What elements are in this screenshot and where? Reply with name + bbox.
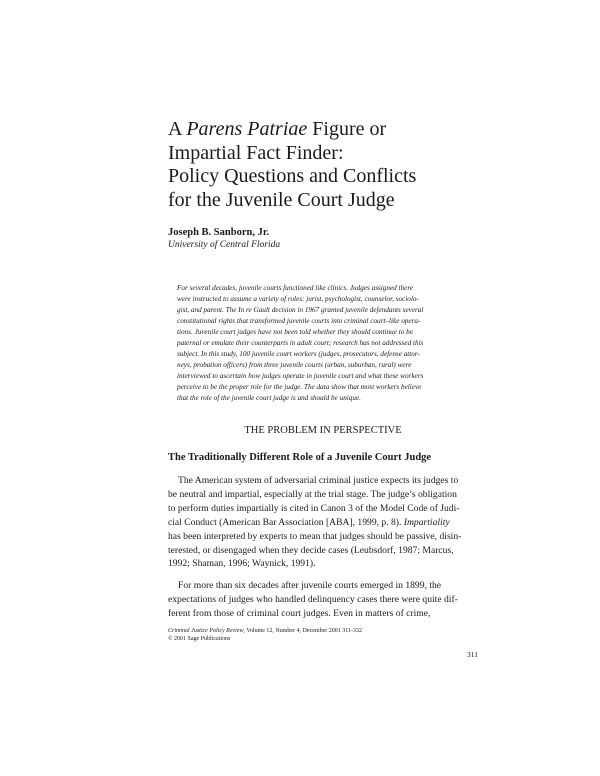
abstract-line: subject. In this study, 100 juvenile court workers (judges, prosecutors, defense attor- xyxy=(177,350,420,358)
article-title xyxy=(168,118,468,212)
author-name: Joseph B. Sanborn, Jr. xyxy=(168,227,270,238)
body-paragraph xyxy=(168,474,478,571)
paragraph-line: The American system of adversarial criminal justice expects its judges to xyxy=(178,475,459,486)
paragraph-line: to perform duties impartially is cited in Canon 3 of the Model Code of Judi- xyxy=(168,502,460,514)
paragraph-line: 1992; Shaman, 1996; Waynick, 1991). xyxy=(168,558,316,570)
abstract-line: interviewed to ascertain how judges operate in juvenile court and what these workers xyxy=(177,372,424,380)
title-line-3: Policy Questions and Conflicts xyxy=(168,165,417,187)
abstract-line: paternal or emulate their counterparts in adult court; research has not addressed this xyxy=(177,339,424,347)
copyright-line: © 2001 Sage Publications xyxy=(168,635,231,642)
title-line-2: Impartial Fact Finder: xyxy=(168,141,344,164)
section-heading: THE PROBLEM IN PERSPECTIVE xyxy=(244,425,402,436)
paragraph-line: ferent from those of criminal court judges. Even in matters of crime, xyxy=(168,607,431,619)
abstract-line: For several decades, juvenile courts functioned like clinics. Judges assigned there xyxy=(177,284,414,292)
subsection-heading: The Traditionally Different Role of a Juvenile Court Judge xyxy=(168,452,432,463)
paragraph-line: terested, or disengaged when they decide cases (Leubsdorf, 1987; Marcus, xyxy=(168,544,454,556)
title-line-1: A Parens Patriae Figure or xyxy=(168,118,387,140)
journal-name: Criminal Justice Policy Review xyxy=(168,628,244,634)
paragraph-line: has been interpreted by experts to mean that judges should be passive, disin- xyxy=(168,530,462,542)
title-line-4: for the Juvenile Court Judge xyxy=(168,188,395,211)
citation-line: Criminal Justice Policy Review, Volume 12, Number 4, December 2001 311-332 xyxy=(168,628,363,634)
paragraph-line: cial Conduct (American Bar Association [ABA], 1999, p. 8). Impartiality xyxy=(168,516,450,528)
abstract-line: constitutional rights that transformed juvenile courts into criminal court–like opera- xyxy=(177,317,421,325)
author-affiliation: University of Central Florida xyxy=(168,240,281,250)
page-number: 311 xyxy=(467,650,478,659)
abstract xyxy=(177,283,452,404)
abstract-line: were instructed to assume a variety of roles: jurist, psychologist, counselor, sociolo- xyxy=(177,295,419,303)
abstract-line: perceive to be the proper role for the judge. The data show that most workers believe xyxy=(177,383,422,391)
paragraph-line: expectations of judges who handled delinquency cases there were quite dif- xyxy=(168,593,458,605)
abstract-line: gist, and parent. The In re Gault decision in 1967 granted juvenile defendants several xyxy=(177,306,424,314)
abstract-line: that the role of the juvenile court judge is and should be unique. xyxy=(177,394,361,402)
journal-citation xyxy=(168,628,478,643)
paragraph-line: be neutral and impartial, especially at the trial stage. The judge’s obligation xyxy=(168,488,457,500)
abstract-line: neys, probation officers) from three juvenile courts (urban, suburban, rural) were xyxy=(177,361,412,369)
paragraph-line: For more than six decades after juvenile courts emerged in 1899, the xyxy=(178,580,442,591)
body-paragraph xyxy=(168,579,478,621)
abstract-line: tions. Juvenile court judges have not been told whether they should continue to be xyxy=(177,328,413,336)
